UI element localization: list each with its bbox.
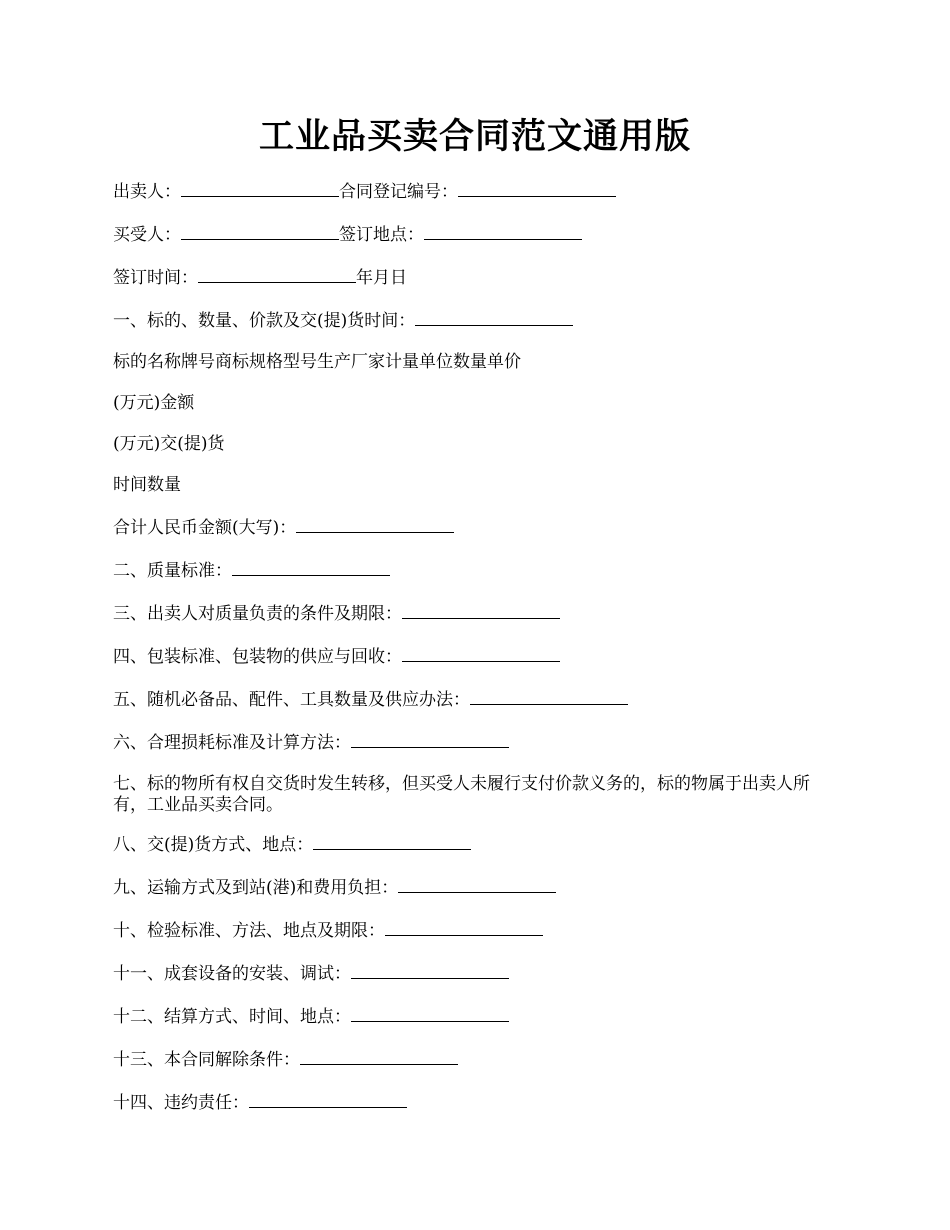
clause-8-line <box>113 833 843 855</box>
clause-8-blank[interactable] <box>313 833 471 850</box>
signing-place-blank[interactable] <box>424 223 582 240</box>
clause-10-line <box>113 919 843 941</box>
buyer-line <box>113 223 843 245</box>
document-body <box>113 180 843 1134</box>
clause-14-label: 十四、违约责任： <box>113 1093 249 1113</box>
clause-13-label: 十三、本合同解除条件： <box>113 1050 300 1070</box>
clause-2-line <box>113 559 843 581</box>
clause-11-line <box>113 962 843 984</box>
table-header-line-2: (万元)金额 <box>113 393 195 413</box>
date-suffix: 年月日 <box>356 268 407 288</box>
total-amount-line <box>113 516 843 538</box>
registration-number-label: 合同登记编号： <box>339 182 458 202</box>
clause-10-blank[interactable] <box>385 919 543 936</box>
clause-9-line <box>113 876 843 898</box>
clause-9-blank[interactable] <box>398 876 556 893</box>
clause-11-label: 十一、成套设备的安装、调试： <box>113 964 351 984</box>
table-header-line-3: (万元)交(提)货 <box>113 434 225 454</box>
clause-14-blank[interactable] <box>249 1091 407 1108</box>
clause-5-label: 五、随机必备品、配件、工具数量及供应办法： <box>113 690 470 710</box>
clause-2-label: 二、质量标准： <box>113 561 232 581</box>
clause-5-blank[interactable] <box>470 688 628 705</box>
clause-6-blank[interactable] <box>351 731 509 748</box>
clause-3-label: 三、出卖人对质量负责的条件及期限： <box>113 604 402 624</box>
table-header-line-4: 时间数量 <box>113 475 181 495</box>
signing-time-blank[interactable] <box>198 266 356 283</box>
clause-12-label: 十二、结算方式、时间、地点： <box>113 1007 351 1027</box>
clause-6-line <box>113 731 843 753</box>
clause-10-label: 十、检验标准、方法、地点及期限： <box>113 921 385 941</box>
buyer-label: 买受人： <box>113 225 181 245</box>
clause-4-line <box>113 645 843 667</box>
signing-time-label: 签订时间： <box>113 268 198 288</box>
clause-5-line <box>113 688 843 710</box>
clause-1-blank[interactable] <box>415 309 573 326</box>
clause-3-line <box>113 602 843 624</box>
clause-3-blank[interactable] <box>402 602 560 619</box>
buyer-blank[interactable] <box>181 223 339 240</box>
clause-12-line <box>113 1005 843 1027</box>
document-title: 工业品买卖合同范文通用版 <box>258 116 691 157</box>
table-header-line-1: 标的名称牌号商标规格型号生产厂家计量单位数量单价 <box>113 352 521 372</box>
clause-14-line <box>113 1091 843 1113</box>
signing-place-label: 签订地点： <box>339 225 424 245</box>
registration-number-blank[interactable] <box>458 180 616 197</box>
clause-13-blank[interactable] <box>300 1048 458 1065</box>
clause-8-label: 八、交(提)货方式、地点： <box>113 835 314 855</box>
clause-12-blank[interactable] <box>351 1005 509 1022</box>
total-amount-blank[interactable] <box>296 516 454 533</box>
signing-time-line <box>113 266 843 288</box>
clause-6-label: 六、合理损耗标准及计算方法： <box>113 733 351 753</box>
clause-13-line <box>113 1048 843 1070</box>
clause-4-blank[interactable] <box>402 645 560 662</box>
clause-1-label: 一、标的、数量、价款及交(提)货时间： <box>113 311 416 331</box>
clause-7-paragraph: 七、标的物所有权自交货时发生转移，但买受人未履行支付价款义务的，标的物属于出卖人所有，工业品买卖合同。 <box>113 774 810 815</box>
clause-11-blank[interactable] <box>351 962 509 979</box>
clause-1-line <box>113 309 843 331</box>
seller-line <box>113 180 843 202</box>
total-amount-label: 合计人民币金额(大写)： <box>113 518 297 538</box>
clause-4-label: 四、包装标准、包装物的供应与回收： <box>113 647 402 667</box>
seller-blank[interactable] <box>181 180 339 197</box>
clause-2-blank[interactable] <box>232 559 390 576</box>
clause-9-label: 九、运输方式及到站(港)和费用负担： <box>113 878 399 898</box>
seller-label: 出卖人： <box>113 182 181 202</box>
